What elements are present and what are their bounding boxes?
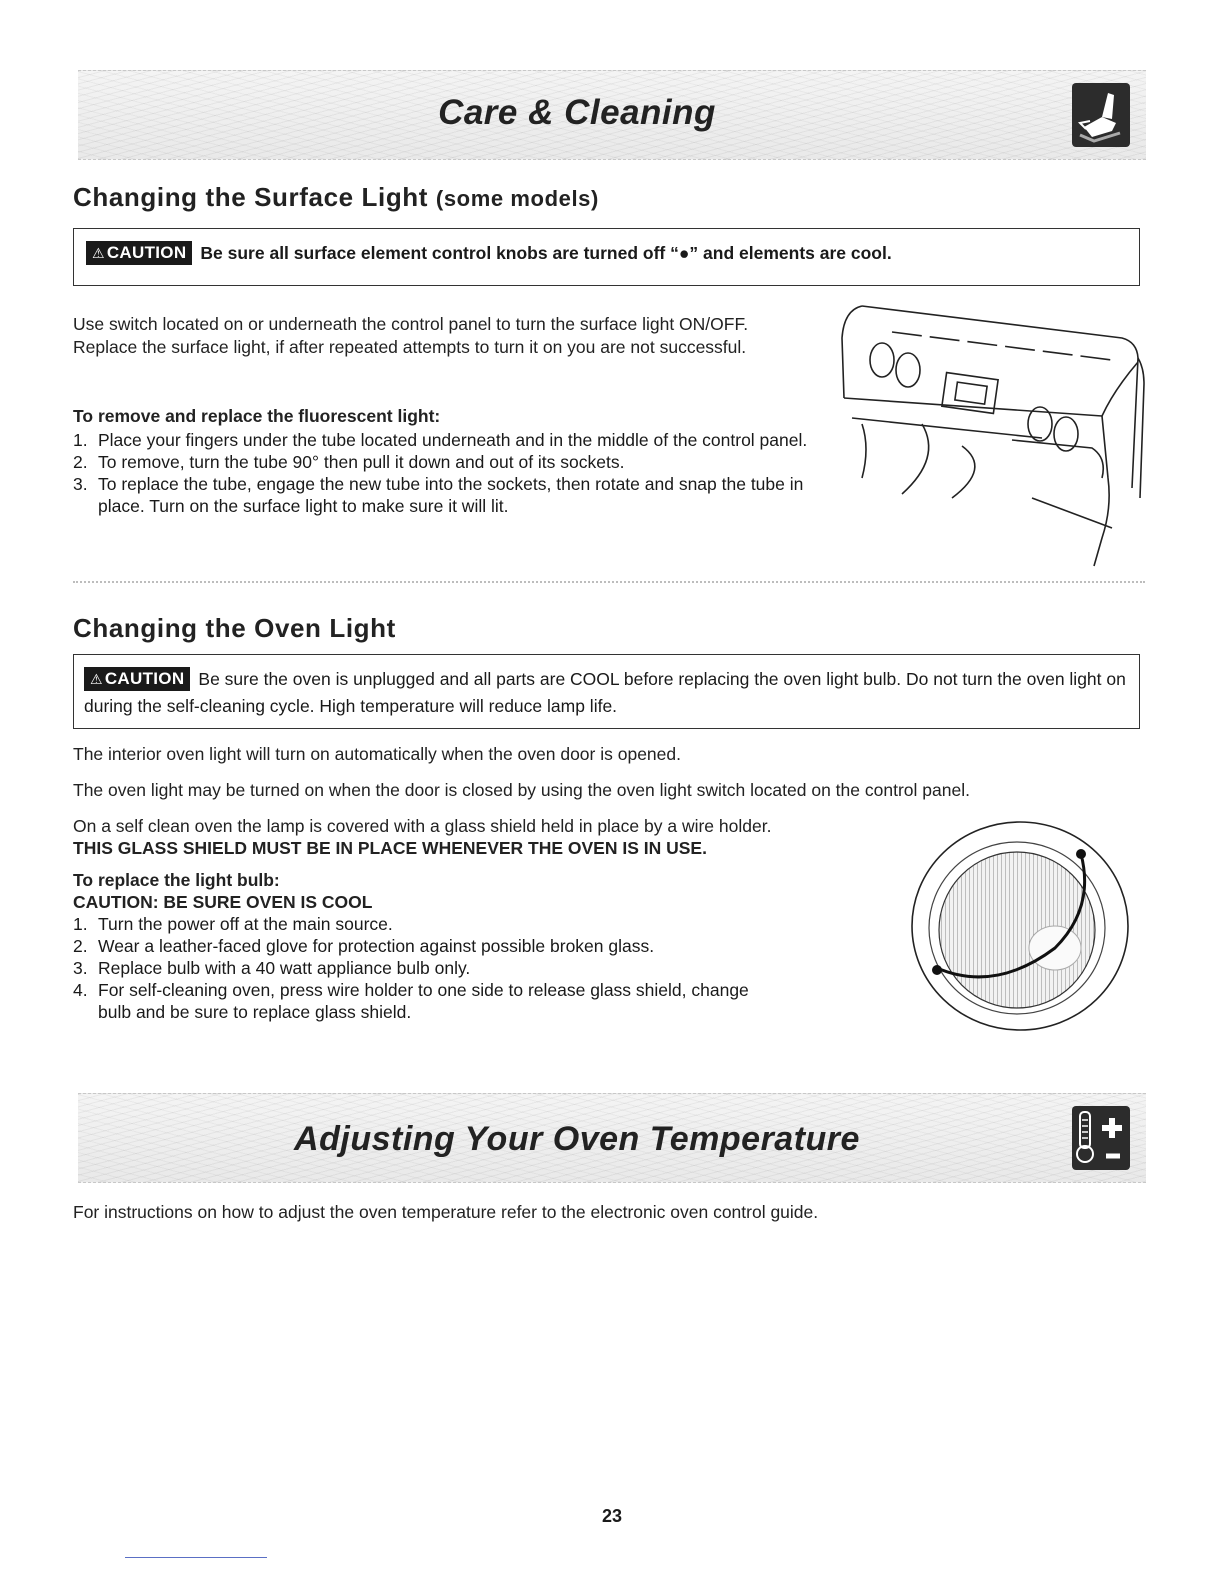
fluorescent-steps-title: To remove and replace the fluorescent light: xyxy=(73,406,441,426)
surface-caution-box xyxy=(73,228,1140,286)
thermometer-icon xyxy=(1072,1106,1130,1170)
caution-badge: ⚠ CAUTION xyxy=(84,667,190,691)
warning-icon: ⚠ xyxy=(92,245,105,261)
surface-intro-1: Use switch located on or underneath the control panel to turn the surface light ON/OFF. xyxy=(73,314,749,334)
list-item: 4. For self-cleaning oven, press wire holder to one side to release glass shield, change bulb and be sure to replace glass shield. xyxy=(73,980,749,1022)
section-title: Adjusting Your Oven Temperature xyxy=(294,1120,860,1158)
oven-para-1: The interior oven light will turn on automatically when the oven door is opened. xyxy=(73,744,681,764)
section-divider xyxy=(73,581,1145,583)
list-item: 1. Turn the power off at the main source. xyxy=(73,914,393,934)
replace-bulb-caution: CAUTION: BE SURE OVEN IS COOL xyxy=(73,892,373,912)
caution-text: Be sure all surface element control knobs are turned off “●” and elements are cool. xyxy=(200,243,892,263)
glass-shield-illustration xyxy=(905,818,1133,1034)
oven-para-2: The oven light may be turned on when the door is closed by using the oven light switch located on the control panel. xyxy=(73,780,970,800)
bulb-steps xyxy=(73,913,773,1023)
list-item: 2. To remove, turn the tube 90° then pull it down and out of its sockets. xyxy=(73,452,625,472)
caution-badge: ⚠ CAUTION xyxy=(86,241,192,265)
hand-cleaning-icon xyxy=(1072,83,1130,147)
list-item: 1. Place your fingers under the tube located underneath and in the middle of the control panel. xyxy=(73,430,808,450)
oven-light-heading: Changing the Oven Light xyxy=(73,613,396,643)
care-cleaning-banner xyxy=(78,70,1146,160)
temperature-text: For instructions on how to adjust the oven temperature refer to the electronic oven control guide. xyxy=(73,1202,819,1222)
oven-caution-box xyxy=(73,654,1140,729)
list-item: 3. To replace the tube, engage the new tube into the sockets, then rotate and snap the tube in place. Turn on the surface light to make sure it will lit. xyxy=(73,474,804,516)
caution-text: Be sure the oven is unplugged and all parts are COOL before replacing the oven light bulb. Do not turn the oven light on during the self-cleaning cycle. High temperature will reduce lamp life. xyxy=(84,669,1126,716)
surface-intro-2: Replace the surface light, if after repeated attempts to turn it on you are not successful. xyxy=(73,337,747,357)
fluorescent-steps xyxy=(73,429,813,517)
list-item: 2. Wear a leather-faced glove for protection against possible broken glass. xyxy=(73,936,655,956)
oven-para-3: On a self clean oven the lamp is covered with a glass shield held in place by a wire holder. xyxy=(73,816,772,836)
oven-para-4: THIS GLASS SHIELD MUST BE IN PLACE WHENEVER THE OVEN IS IN USE. xyxy=(73,838,707,858)
footer-line xyxy=(125,1557,267,1558)
surface-light-heading: Changing the Surface Light (some models) xyxy=(73,182,599,212)
page-number: 23 xyxy=(601,1506,623,1526)
section-title: Care & Cleaning xyxy=(438,93,716,132)
replace-bulb-title: To replace the light bulb: xyxy=(73,870,280,890)
list-item: 3. Replace bulb with a 40 watt appliance bulb only. xyxy=(73,958,471,978)
oven-temperature-banner xyxy=(78,1093,1146,1183)
warning-icon: ⚠ xyxy=(90,671,103,687)
control-panel-illustration xyxy=(832,298,1147,570)
